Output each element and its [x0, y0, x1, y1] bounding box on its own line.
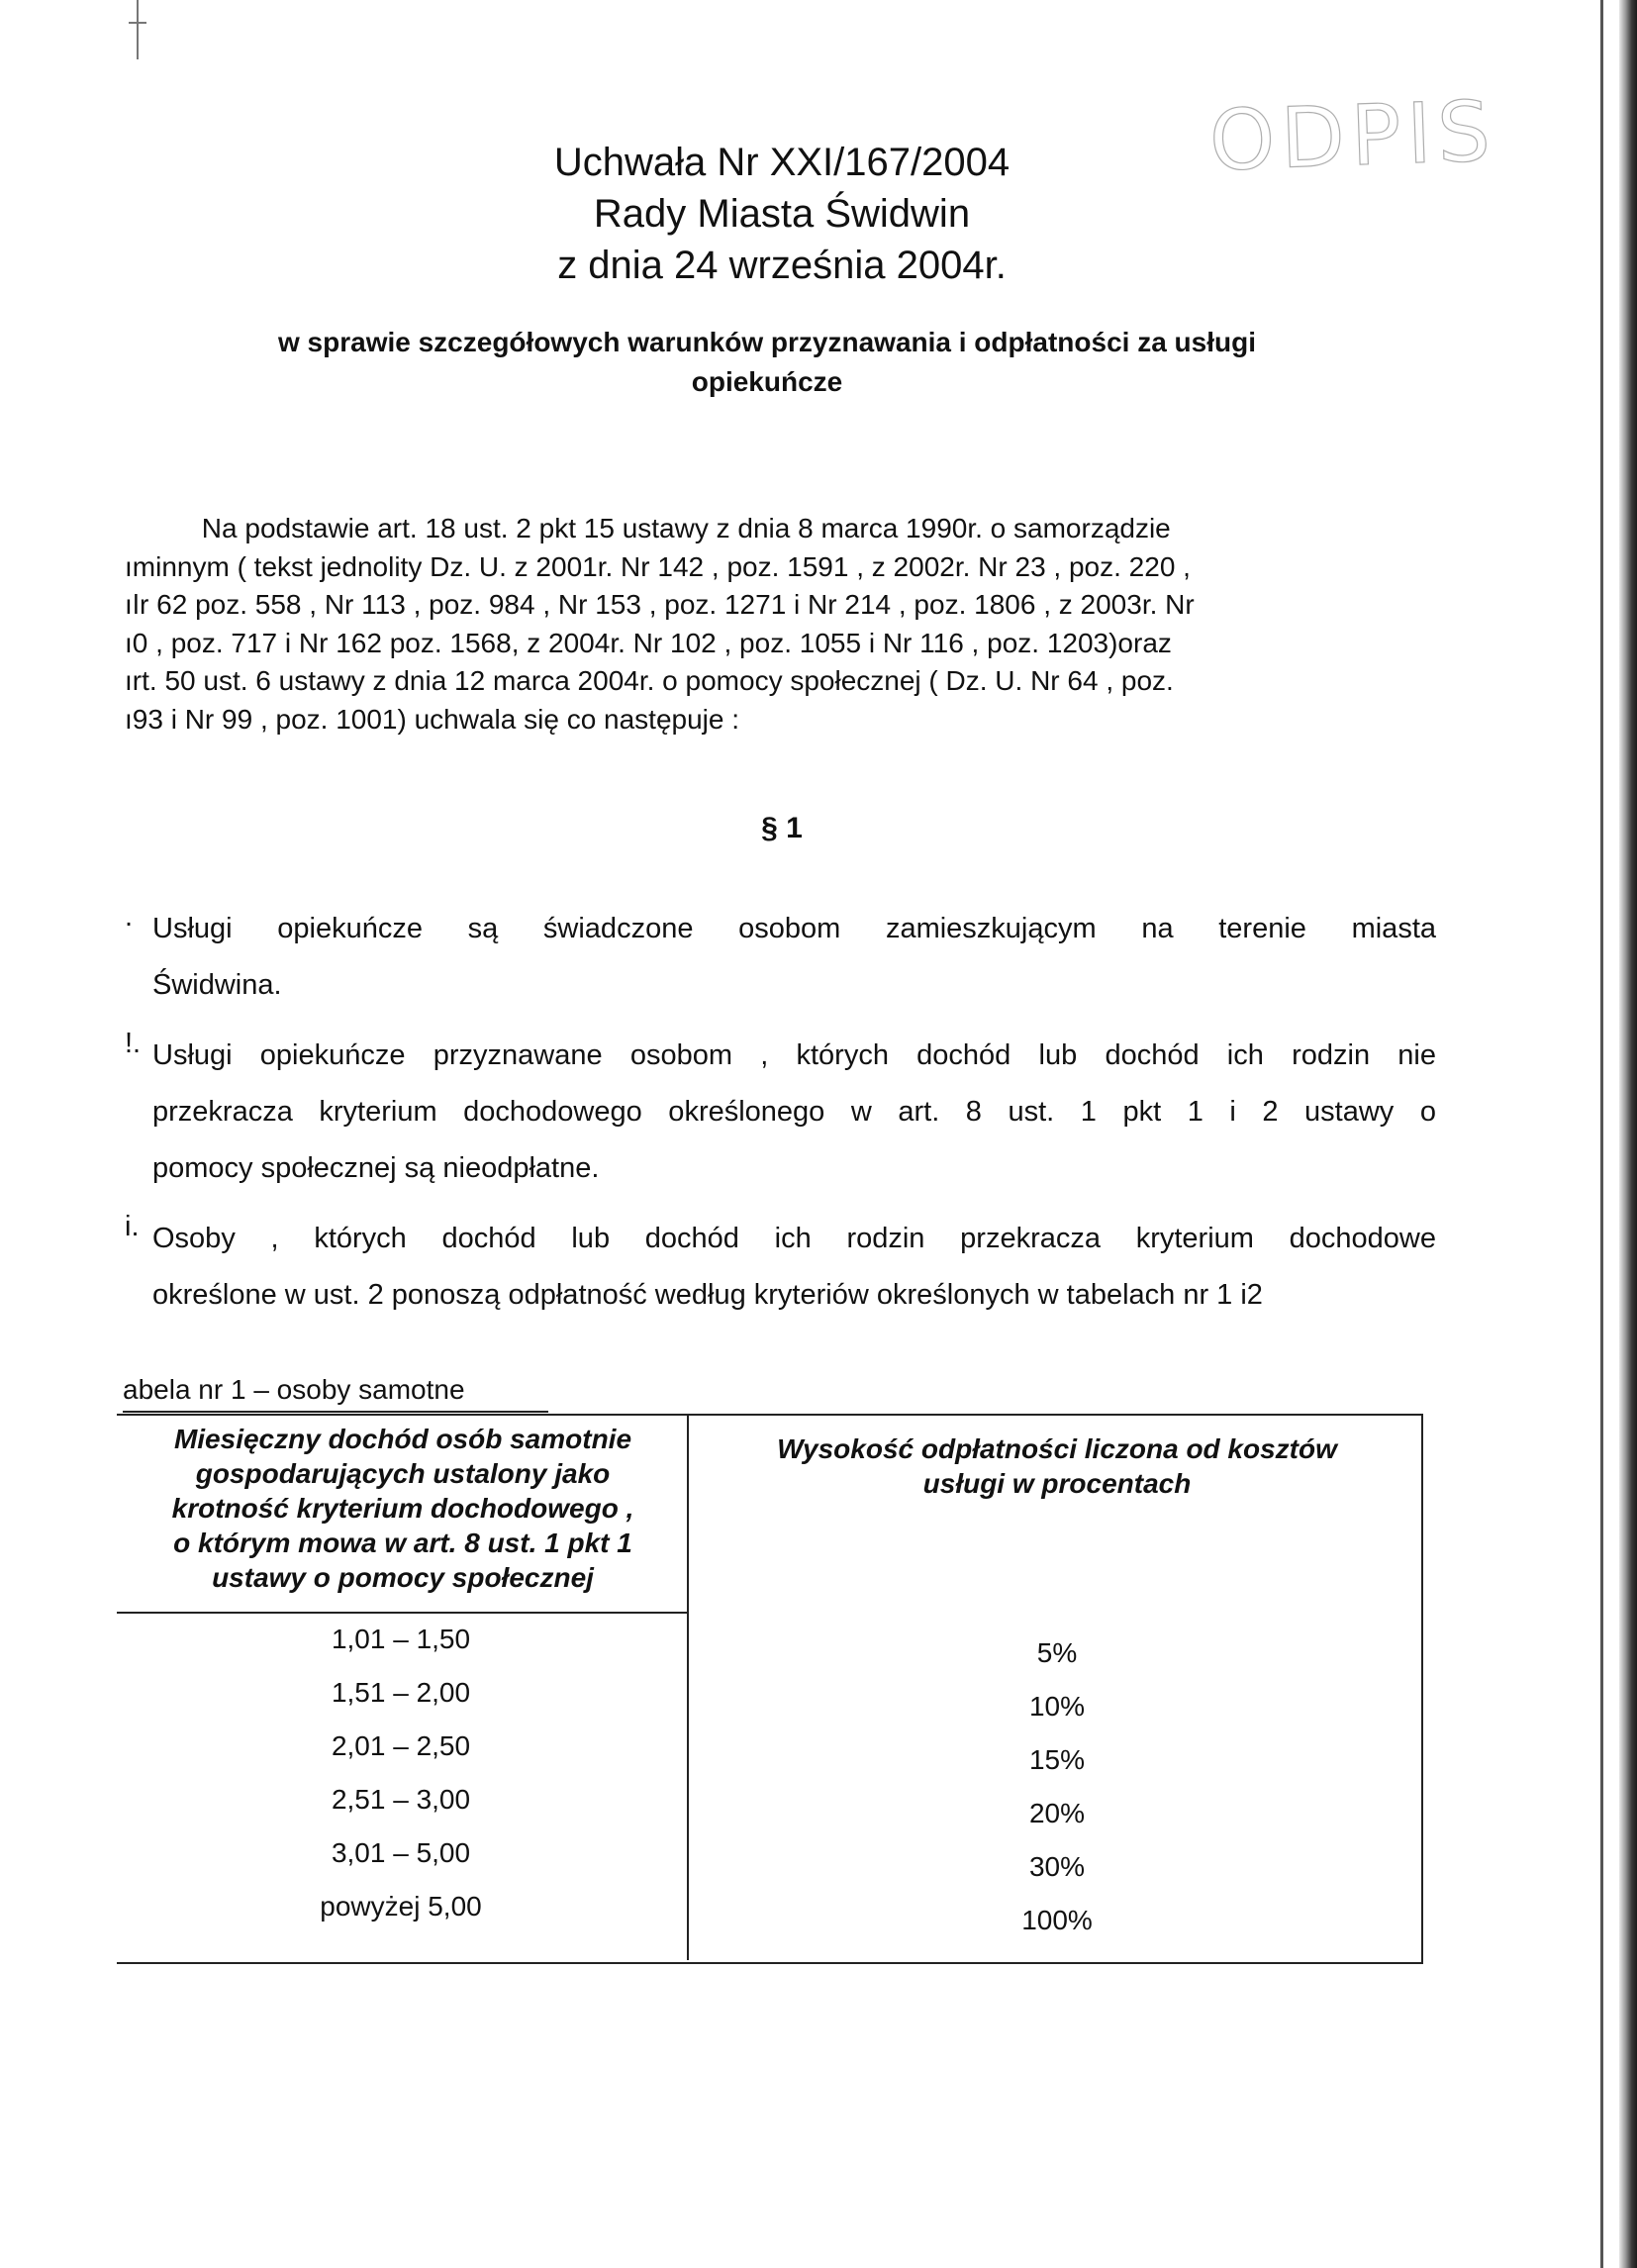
preamble-line: ıǀr 62 poz. 558 , Nr 113 , poz. 984 , Nr 153 , poz. 1271 i Nr 214 , poz. 1806 , z 2003r. Nr — [125, 589, 1195, 620]
table-row — [119, 1837, 1421, 1891]
table-caption: abela nr 1 – osoby samotne — [123, 1374, 465, 1405]
header-line: Miesięczny dochód osób samotnie — [173, 1424, 632, 1454]
point-line: Osoby , których dochód lub dochód ich rodzin przekracza kryterium dochodowe — [152, 1223, 1436, 1254]
point-number: !. — [125, 1028, 142, 1059]
title-line-1: Uchwała Nr XXI/167/2004 — [553, 141, 1011, 184]
point-item — [125, 1028, 1436, 1197]
point-line: przekracza kryterium dochodowego określonego w art. 8 ust. 1 pkt 1 i 2 ustawy o — [152, 1096, 1436, 1128]
fee-percent: 20% — [1028, 1798, 1086, 1828]
title-line-3: z dnia 24 września 2004r. — [557, 244, 1007, 287]
header-line: usługi w procentach — [922, 1468, 1192, 1499]
table-header-rule — [117, 1612, 687, 1614]
resolution-title — [435, 137, 1128, 291]
point-line: Świdwina. — [152, 969, 282, 1001]
preamble-line: ıminnym ( tekst jednolity Dz. U. z 2001r. Nr 142 , poz. 1591 , z 2002r. Nr 23 , poz. 220 , — [125, 550, 1191, 582]
fee-percent: 5% — [1036, 1637, 1078, 1668]
income-range: 3,01 – 5,00 — [331, 1837, 471, 1868]
table-row — [119, 1677, 1421, 1730]
resolution-subject — [168, 323, 1366, 402]
income-range: powyżej 5,00 — [320, 1891, 482, 1922]
copy-stamp: ODPIS — [1207, 82, 1498, 190]
point-line: Usługi opiekuńcze przyznawane osobom , których dochód lub dochód ich rodzin nie — [152, 1039, 1436, 1071]
subject-line-2: opiekuńcze — [691, 366, 843, 397]
fee-percent: 15% — [1028, 1744, 1086, 1775]
table-row — [119, 1891, 1421, 1944]
header-line: krotność kryterium dochodowego , — [171, 1493, 634, 1524]
fee-column-header — [693, 1431, 1421, 1501]
fee-percent: 100% — [1021, 1905, 1093, 1935]
point-line: określone w ust. 2 ponoszą odpłatność według kryteriów określonych w tabelach nr 1 i2 — [152, 1279, 1263, 1311]
section-points — [125, 901, 1436, 1337]
header-line: o którym mowa w art. 8 ust. 1 pkt 1 — [173, 1528, 632, 1558]
legal-basis-paragraph — [125, 510, 1441, 739]
subject-line-1: w sprawie szczegółowych warunków przyznawania i odpłatności za usługi — [278, 327, 1256, 357]
header-line: gospodarujących ustalony jako — [195, 1458, 611, 1489]
table-body — [119, 1624, 1421, 1944]
table-row — [119, 1730, 1421, 1784]
preamble-line: ı0 , poz. 717 i Nr 162 poz. 1568, z 2004r. Nr 102 , poz. 1055 i Nr 116 , poz. 1203)oraz — [125, 627, 1172, 658]
income-range: 2,01 – 2,50 — [331, 1730, 471, 1761]
title-line-2: Rady Miasta Świdwin — [593, 192, 971, 236]
header-line: ustawy o pomocy społecznej — [212, 1562, 594, 1593]
scan-marks — [99, 0, 158, 69]
fee-percent: 10% — [1028, 1691, 1086, 1722]
preamble-line: ı93 i Nr 99 , poz. 1001) uchwala się co następuje : — [125, 703, 740, 735]
table-row — [119, 1784, 1421, 1837]
header-line: Wysokość odpłatności liczona od kosztów — [777, 1433, 1337, 1464]
caption-underline — [123, 1411, 548, 1413]
point-line: pomocy społecznej są nieodpłatne. — [152, 1152, 600, 1184]
scan-edge-line — [1600, 0, 1603, 2268]
preamble-line: ırt. 50 ust. 6 ustawy z dnia 12 marca 2004r. o pomocy społecznej ( Dz. U. Nr 64 , poz. — [125, 665, 1174, 696]
table-row — [119, 1624, 1421, 1677]
fee-percent: 30% — [1028, 1851, 1086, 1882]
point-line: Usługi opiekuńcze są świadczone osobom zamieszkującym na terenie miasta — [152, 913, 1436, 944]
income-range: 2,51 – 3,00 — [331, 1784, 471, 1815]
scan-edge — [1619, 0, 1637, 2268]
income-range: 1,01 – 1,50 — [331, 1624, 471, 1654]
point-number: i. — [125, 1211, 140, 1242]
preamble-line: Na podstawie art. 18 ust. 2 pkt 15 ustawy z dnia 8 marca 1990r. o samorządzie — [125, 513, 1171, 543]
point-item — [125, 1211, 1436, 1324]
point-item — [125, 901, 1436, 1014]
income-range: 1,51 – 2,00 — [331, 1677, 471, 1708]
income-column-header — [119, 1422, 687, 1595]
point-number: . — [125, 901, 134, 933]
section-heading: § 1 — [761, 812, 803, 844]
